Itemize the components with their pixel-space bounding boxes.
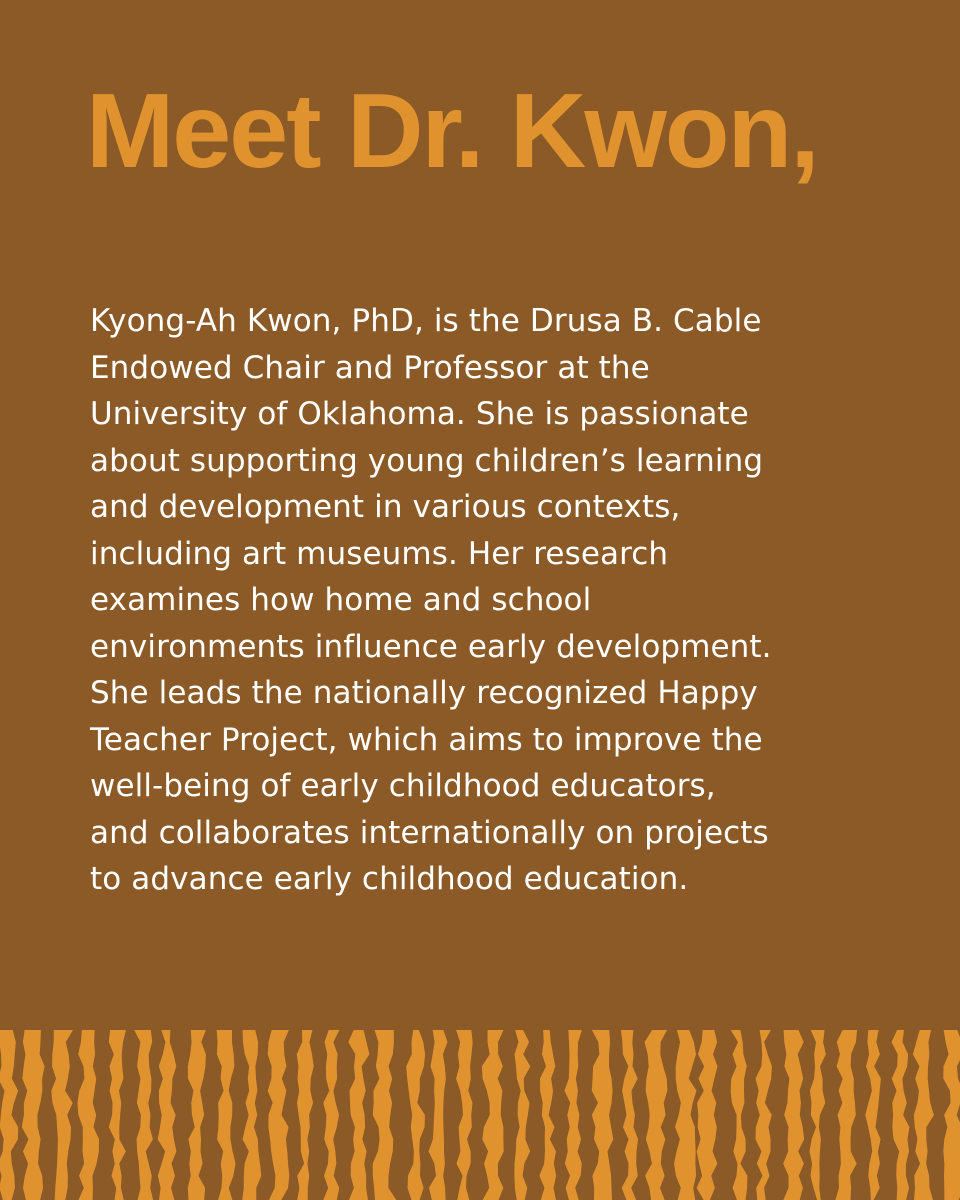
stripe-mark bbox=[348, 1030, 369, 1200]
stripe-mark bbox=[217, 1030, 236, 1200]
stripe-mark bbox=[188, 1030, 206, 1200]
stripe-mark bbox=[697, 1030, 718, 1200]
stripe-mark bbox=[865, 1030, 881, 1200]
stripe-mark bbox=[268, 1030, 290, 1200]
bio-line: Kyong-Ah Kwon, PhD, is the Drusa B. Cable bbox=[90, 303, 762, 339]
stripe-mark bbox=[482, 1030, 504, 1200]
stripe-mark bbox=[731, 1030, 748, 1200]
stripe-mark bbox=[134, 1030, 153, 1200]
stripe-mark bbox=[429, 1030, 448, 1200]
stripe-mark bbox=[323, 1030, 339, 1200]
stripe-mark bbox=[892, 1030, 910, 1200]
bio-line: environments influence early development. bbox=[90, 628, 772, 665]
stripe-mark bbox=[645, 1030, 668, 1200]
stripe-mark bbox=[109, 1030, 126, 1200]
bio-line: about supporting young children’s learning bbox=[90, 442, 764, 479]
stripe-mark bbox=[539, 1030, 556, 1200]
stripe-mark bbox=[373, 1030, 397, 1200]
stripe-mark bbox=[406, 1030, 425, 1200]
torn-stripe-border bbox=[0, 1030, 960, 1200]
bio-line: examines how home and school bbox=[90, 582, 592, 618]
bio-line: University of Oklahoma. She is passionate bbox=[90, 396, 749, 432]
stripe-mark bbox=[297, 1030, 314, 1200]
stripe-mark bbox=[22, 1030, 45, 1200]
stripe-mark bbox=[835, 1030, 857, 1200]
bio-line: Endowed Chair and Professor at the bbox=[90, 349, 650, 386]
stripe-mark bbox=[456, 1030, 473, 1200]
stripe-mark bbox=[674, 1030, 697, 1200]
stripe-mark bbox=[783, 1030, 804, 1200]
bio-line: and collaborates internationally on projects bbox=[90, 814, 769, 851]
bio-paragraph bbox=[90, 298, 880, 903]
bio-line: including art museums. Her research bbox=[90, 535, 669, 572]
bio-line: well-being of early childhood educators, bbox=[90, 768, 716, 804]
stripe-mark bbox=[158, 1030, 177, 1200]
stripe-mark bbox=[913, 1030, 934, 1200]
bio-line: to advance early childhood education. bbox=[90, 861, 689, 897]
stripe-mark bbox=[77, 1030, 99, 1200]
stripe-mark bbox=[592, 1030, 614, 1200]
stripe-mark bbox=[0, 1030, 18, 1200]
stripe-mark bbox=[756, 1030, 772, 1200]
bio-line: She leads the nationally recognized Happy bbox=[90, 675, 758, 711]
stripe-mark bbox=[514, 1030, 530, 1200]
stripe-mark bbox=[621, 1030, 638, 1200]
page-title: Meet Dr. Kwon, bbox=[86, 72, 818, 190]
stripe-mark bbox=[943, 1030, 960, 1200]
bio-line: Teacher Project, which aims to improve the bbox=[90, 721, 763, 758]
bio-line: and development in various contexts, bbox=[90, 489, 681, 525]
stripe-mark bbox=[564, 1030, 582, 1200]
stripe-mark bbox=[242, 1030, 261, 1200]
stripe-mark bbox=[810, 1030, 826, 1200]
stripe-mark bbox=[51, 1030, 73, 1200]
